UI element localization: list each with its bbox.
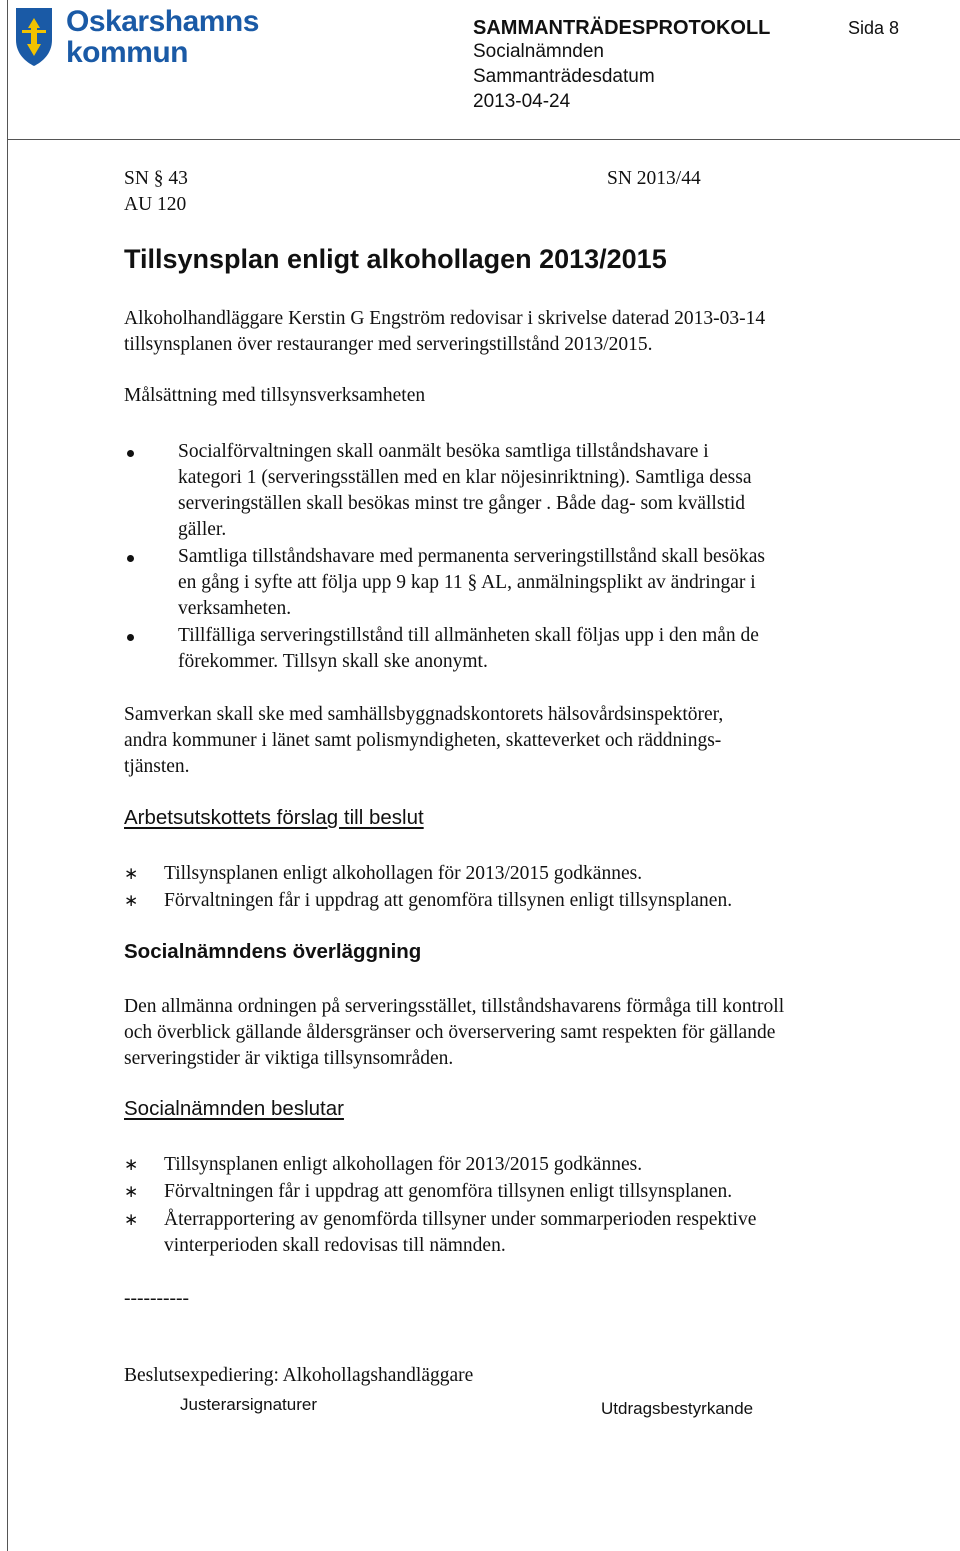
bullet-icon bbox=[127, 450, 134, 457]
text-line: Återrapportering av genomförda tillsyner under sommarperioden respektive bbox=[164, 1209, 757, 1230]
deliberation-paragraph bbox=[124, 994, 784, 1072]
au-reference: AU 120 bbox=[124, 194, 187, 215]
bullet-item-3 bbox=[178, 623, 759, 675]
text-line: förekommer. Tillsyn skall ske anonymt. bbox=[178, 651, 488, 672]
asterisk-icon: ∗ bbox=[124, 1210, 139, 1230]
document-type: SAMMANTRÄDESPROTOKOLL bbox=[473, 17, 771, 39]
text-line: tjänsten. bbox=[124, 756, 190, 777]
case-number: SN 2013/44 bbox=[607, 168, 701, 189]
deliberation-heading: Socialnämndens överläggning bbox=[124, 940, 422, 963]
text-line: tillsynsplanen över restauranger med serveringstillstånd 2013/2015. bbox=[124, 334, 653, 355]
distribution-line: Beslutsexpediering: Alkohollagshandläggare bbox=[124, 1365, 474, 1386]
text-line: Samtliga tillståndshavare med permanenta serveringstillstånd skall besökas bbox=[178, 546, 766, 567]
asterisk-icon: ∗ bbox=[124, 1182, 139, 1202]
text-line: Tillfälliga serveringstillstånd till allmänheten skall följas upp i den mån de bbox=[178, 625, 759, 646]
decision-item bbox=[164, 1207, 756, 1259]
text-line: Samverkan skall ske med samhällsbyggnadskontorets hälsovårdsinspektörer, bbox=[124, 704, 724, 725]
text-line: Tillsynsplanen enligt alkohollagen för 2013/2015 godkännes. bbox=[164, 1154, 643, 1175]
text-line: serveringstider är viktiga tillsynsområden. bbox=[124, 1048, 454, 1069]
cooperation-paragraph bbox=[124, 702, 723, 780]
text-line: kategori 1 (serveringsställen med en klar nöjesinriktning). Samtliga dessa bbox=[178, 467, 752, 488]
bullet-icon bbox=[127, 634, 134, 641]
text-line: andra kommuner i länet samt polismyndigheten, skatteverket och räddnings- bbox=[124, 730, 722, 751]
signatures-label: Justerarsignaturer bbox=[180, 1395, 318, 1414]
text-line: Alkoholhandläggare Kerstin G Engström redovisar i skrivelse daterad 2013-03-14 bbox=[124, 308, 766, 329]
text-line: Förvaltningen får i uppdrag att genomföra tillsynen enligt tillsynsplanen. bbox=[164, 1181, 733, 1202]
text-line: gäller. bbox=[178, 519, 227, 540]
proposal-heading: Arbetsutskottets förslag till beslut bbox=[124, 806, 424, 829]
logo-line-1: Oskarshamns bbox=[66, 5, 259, 38]
decision-heading: Socialnämnden beslutar bbox=[124, 1097, 344, 1120]
meeting-date-label: Sammanträdesdatum bbox=[473, 66, 655, 87]
logo-line-2: kommun bbox=[66, 36, 189, 69]
decision-item bbox=[164, 1152, 642, 1178]
municipality-logo bbox=[14, 4, 264, 70]
text-line: Den allmänna ordningen på serveringsstället, tillståndshavarens förmåga till kontroll bbox=[124, 996, 785, 1017]
asterisk-icon: ∗ bbox=[124, 1155, 139, 1175]
header-divider bbox=[7, 139, 960, 140]
text-line: och överblick gällande åldersgränser och överservering samt respekten för gällande bbox=[124, 1022, 776, 1043]
certified-label: Utdragsbestyrkande bbox=[601, 1399, 754, 1418]
bullet-item-2 bbox=[178, 544, 765, 622]
section-reference: SN § 43 bbox=[124, 168, 188, 189]
text-line: serveringställen skall besökas minst tre gånger . Både dag- som kvällstid bbox=[178, 493, 745, 514]
separator-dashes: ---------- bbox=[124, 1288, 189, 1309]
decision-item bbox=[164, 1179, 732, 1205]
text-line: en gång i syfte att följa upp 9 kap 11 § AL, anmälningsplikt av ändringar i bbox=[178, 572, 756, 593]
text-line: vinterperioden skall redovisas till nämnden. bbox=[164, 1235, 506, 1256]
meeting-date: 2013-04-24 bbox=[473, 91, 571, 112]
text-line: Socialförvaltningen skall oanmält besöka samtliga tillståndshavare i bbox=[178, 441, 709, 462]
page-number: Sida 8 bbox=[848, 18, 900, 38]
page-title: Tillsynsplan enligt alkohollagen 2013/2015 bbox=[124, 244, 667, 274]
intro-paragraph bbox=[124, 306, 765, 358]
bullet-icon bbox=[127, 555, 134, 562]
proposal-item: Förvaltningen får i uppdrag att genomföra tillsynen enligt tillsynsplanen. bbox=[164, 890, 733, 911]
goal-heading: Målsättning med tillsynsverksamheten bbox=[124, 385, 426, 406]
left-border bbox=[7, 0, 8, 1551]
proposal-item: Tillsynsplanen enligt alkohollagen för 2013/2015 godkännes. bbox=[164, 863, 643, 884]
coat-of-arms-icon bbox=[14, 6, 54, 68]
bullet-item-1 bbox=[178, 439, 751, 543]
committee-name: Socialnämnden bbox=[473, 41, 604, 62]
text-line: verksamheten. bbox=[178, 598, 292, 619]
asterisk-icon: ∗ bbox=[124, 891, 139, 911]
asterisk-icon: ∗ bbox=[124, 864, 139, 884]
